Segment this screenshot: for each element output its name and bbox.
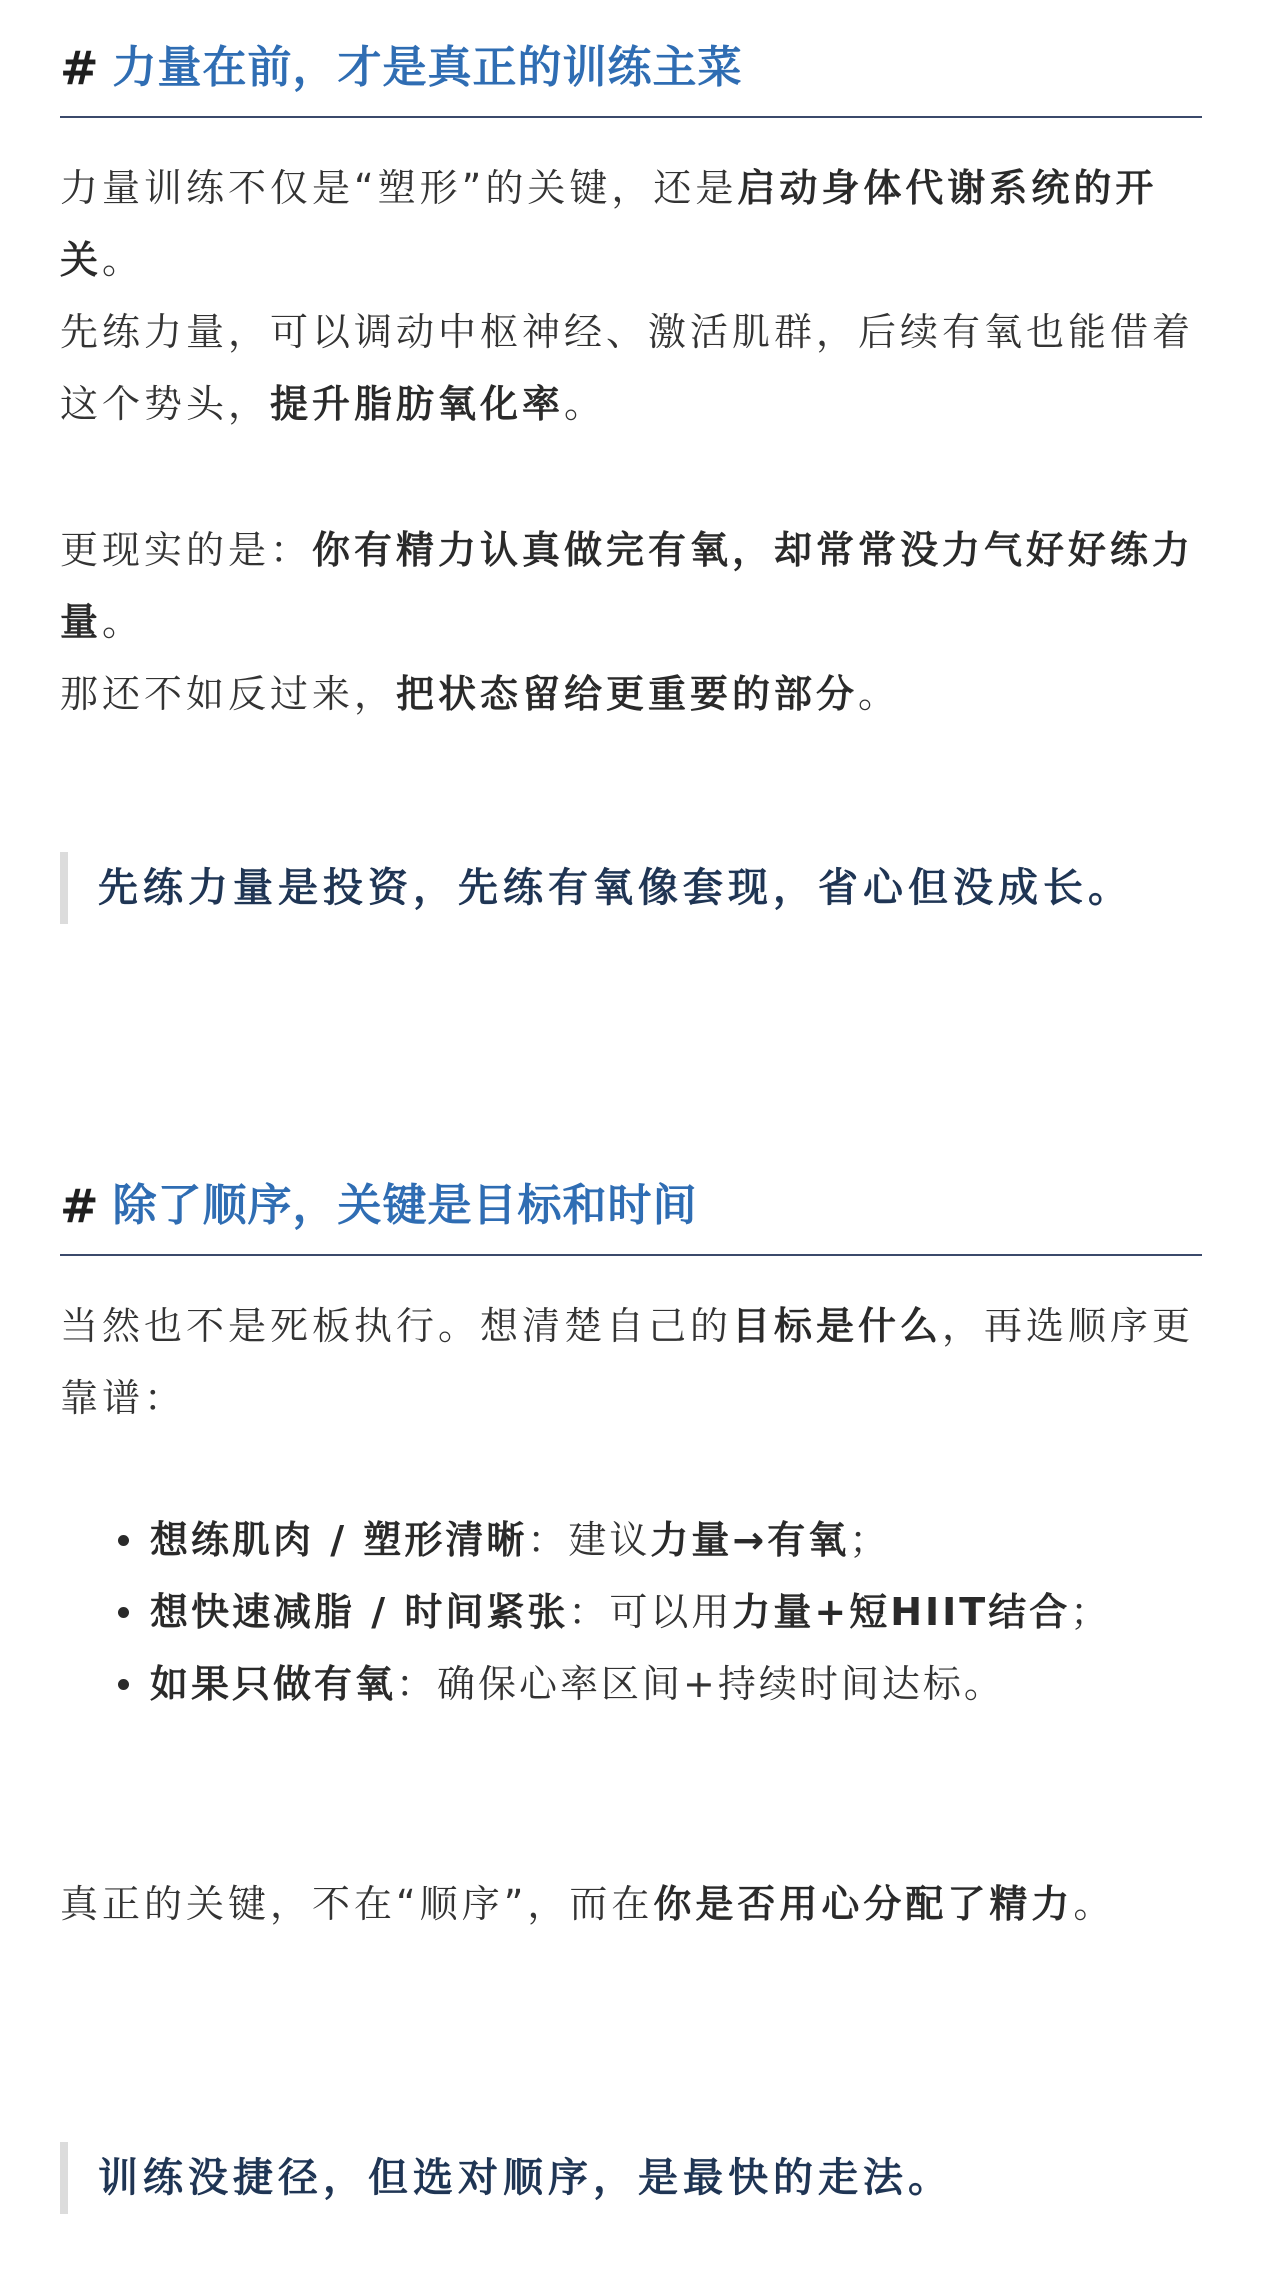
text: 。	[858, 672, 901, 716]
paragraph	[60, 658, 1202, 730]
text: 。	[102, 600, 145, 644]
text: ：确保心率区间+持续时间达标。	[396, 1662, 1005, 1706]
bullet-label: 如果只做有氧	[150, 1662, 397, 1706]
section-title: 除了顺序，关键是目标和时间	[112, 1180, 698, 1231]
emphasis: 提升脂肪氧化率	[270, 382, 565, 426]
list-item	[60, 1504, 1202, 1576]
text: ：可以用	[568, 1590, 733, 1634]
bullet-label: 想练肌肉 / 塑形清晰	[150, 1518, 528, 1562]
list-item	[60, 1648, 1202, 1720]
paragraph	[60, 152, 1202, 296]
paragraph	[60, 1868, 1202, 1940]
text: 。	[1073, 1882, 1116, 1926]
hash-mark: #	[60, 1179, 99, 1233]
hash-mark: #	[60, 41, 99, 95]
text: 。	[564, 382, 607, 426]
emphasis: 力量→有氧	[650, 1518, 850, 1562]
text: 那还不如反过来，	[60, 672, 397, 716]
text: ；	[1070, 1590, 1112, 1634]
list-item	[60, 1576, 1202, 1648]
emphasis: 把状态留给更重要的部分	[396, 672, 859, 716]
text: 更现实的是：	[60, 528, 313, 572]
text: ；	[849, 1518, 891, 1562]
section-heading-strength-first	[60, 38, 1202, 118]
blockquote	[60, 2142, 1202, 2214]
text: ，再选顺序更靠谱：	[60, 1304, 1195, 1420]
text: 力量训练不仅是“塑形”的关键，还是	[60, 166, 738, 210]
text: ：建议	[527, 1518, 651, 1562]
section-title: 力量在前，才是真正的训练主菜	[112, 42, 743, 93]
blockquote	[60, 852, 1202, 924]
emphasis: 你有精力认真做完有氧，却常常没力气好好练力量	[60, 528, 1195, 644]
emphasis: 启动身体代谢系统的开关	[60, 166, 1158, 282]
paragraph	[60, 514, 1202, 658]
text: 当然也不是死板执行。想清楚自己的	[60, 1304, 733, 1348]
emphasis: 力量+短HIIT结合	[732, 1590, 1071, 1634]
section-heading-goal-time	[60, 1176, 1202, 1256]
quote-text: 先练力量是投资，先练有氧像套现，省心但没成长。	[98, 865, 1133, 911]
emphasis: 你是否用心分配了精力	[653, 1882, 1074, 1926]
text: 。	[102, 238, 145, 282]
paragraph	[60, 1290, 1202, 1434]
emphasis: 目标是什么	[732, 1304, 943, 1348]
quote-text: 训练没捷径，但选对顺序，是最快的走法。	[98, 2155, 953, 2201]
text: 先练力量，可以调动中枢神经、激活肌群，后续有氧也能借着这个势头，	[60, 310, 1195, 426]
text: 真正的关键，不在“顺序”，而在	[60, 1882, 654, 1926]
paragraph	[60, 296, 1202, 440]
bullet-list	[60, 1504, 1202, 1720]
bullet-label: 想快速减脂 / 时间紧张	[150, 1590, 569, 1634]
